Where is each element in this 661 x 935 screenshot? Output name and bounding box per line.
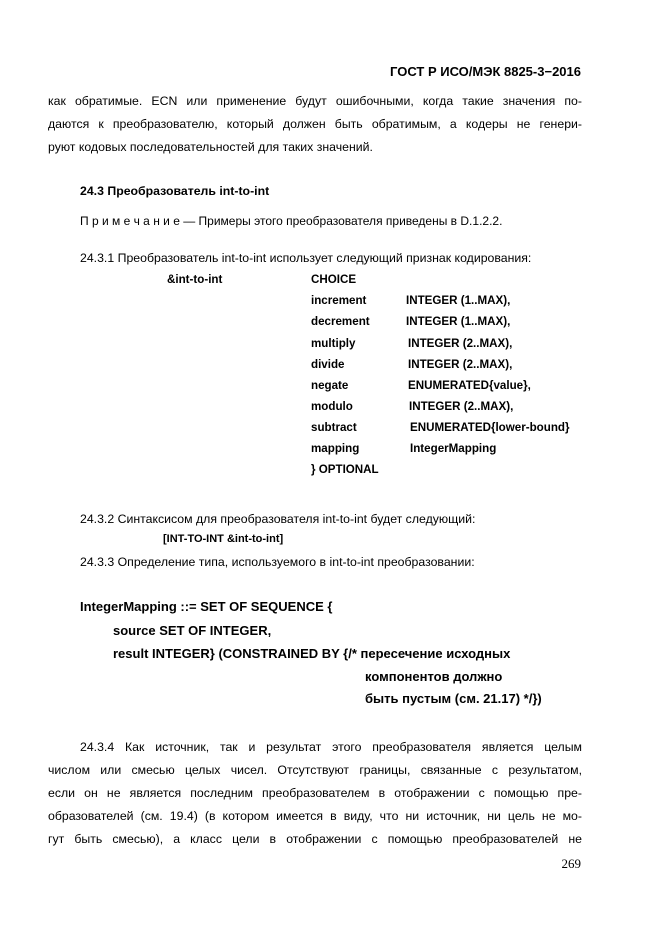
field-name: decrement bbox=[311, 315, 370, 328]
field-name: multiply bbox=[311, 337, 356, 350]
encoding-closing: } OPTIONAL bbox=[311, 463, 379, 476]
paragraph-24-3-4-line-3: если он не является последним преобразователем в отображении с помощью пре- bbox=[48, 786, 582, 800]
intro-line-2: даются к преобразователю, который должен быть обратимым, а кодеры не генери- bbox=[48, 117, 582, 131]
field-type: ENUMERATED{value}, bbox=[408, 379, 531, 392]
typedef-line-1: IntegerMapping ::= SET OF SEQUENCE { bbox=[80, 599, 333, 614]
field-name: subtract bbox=[311, 421, 357, 434]
field-name: mapping bbox=[311, 442, 360, 455]
typedef-line-4: компонентов должно bbox=[365, 669, 503, 684]
section-title: 24.3 Преобразователь int-to-int bbox=[80, 184, 270, 198]
field-type: INTEGER (1..MAX), bbox=[406, 294, 511, 307]
document-header: ГОСТ Р ИСО/МЭК 8825-3−2016 bbox=[390, 64, 581, 79]
note bbox=[80, 214, 502, 228]
paragraph-24-3-2: 24.3.2 Синтаксисом для преобразователя int-to-int будет следующий: bbox=[80, 512, 476, 526]
paragraph-24-3-3: 24.3.3 Определение типа, используемого в int-to-int преобразовании: bbox=[80, 555, 475, 569]
typedef-line-5: быть пустым (см. 21.17) */}) bbox=[365, 691, 542, 706]
syntax-notation: [INT-TO-INT &int-to-int] bbox=[163, 533, 284, 545]
field-type: INTEGER (2..MAX), bbox=[408, 358, 513, 371]
typedef-line-2: source SET OF INTEGER, bbox=[113, 623, 272, 638]
paragraph-24-3-4-line-5: гут быть смесью), а класс цели в отображении с помощью преобразователей не bbox=[48, 832, 582, 846]
encoding-choice: CHOICE bbox=[311, 273, 357, 286]
paragraph-24-3-4-line-4: образователей (см. 19.4) (в котором имеется в виду, что ни источник, ни цель не мо- bbox=[48, 809, 582, 823]
paragraph-24-3-4-line-2: числом или смесью целых чисел. Отсутствуют границы, связанные с результатом, bbox=[48, 763, 582, 777]
typedef-line-3: result INTEGER} (CONSTRAINED BY {/* пересечение исходных bbox=[113, 646, 511, 661]
note-text: — Примеры этого преобразователя приведены в D.1.2.2. bbox=[183, 214, 503, 228]
field-type: IntegerMapping bbox=[410, 442, 497, 455]
field-type: INTEGER (1..MAX), bbox=[406, 315, 511, 328]
note-label: П р и м е ч а н и е bbox=[80, 214, 180, 228]
intro-line-3: руют кодовых последовательностей для таких значений. bbox=[48, 140, 373, 154]
intro-line-1: как обратимые. ECN или применение будут ошибочными, когда такие значения по- bbox=[48, 94, 582, 108]
field-name: increment bbox=[311, 294, 367, 307]
page-number: 269 bbox=[561, 856, 581, 871]
paragraph-24-3-1: 24.3.1 Преобразователь int-to-int использует следующий признак кодирования: bbox=[80, 251, 532, 265]
field-name: negate bbox=[311, 379, 349, 392]
field-type: INTEGER (2..MAX), bbox=[408, 337, 513, 350]
paragraph-24-3-4-line-1: 24.3.4 Как источник, так и результат этого преобразователя является целым bbox=[80, 740, 582, 754]
encoding-name: &int-to-int bbox=[167, 273, 223, 286]
field-name: divide bbox=[311, 358, 345, 371]
field-type: INTEGER (2..MAX), bbox=[409, 400, 514, 413]
field-type: ENUMERATED{lower-bound} bbox=[410, 421, 570, 434]
field-name: modulo bbox=[311, 400, 353, 413]
